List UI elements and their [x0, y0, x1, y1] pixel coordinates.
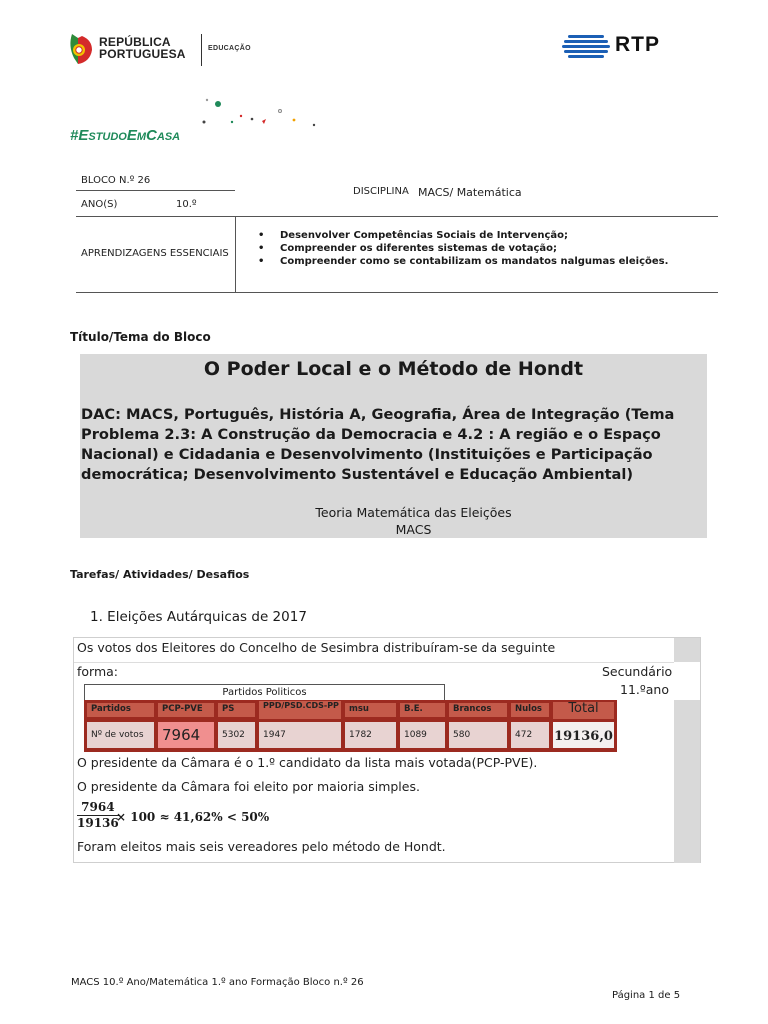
- footer-left: MACS 10.º Ano/Matemática 1.º ano Formação Bloco n.º 26: [71, 977, 364, 988]
- aprendizagens-list: [256, 229, 668, 268]
- table-header: B.E.: [400, 703, 445, 717]
- disciplina-value: MACS/ Matemática: [418, 186, 522, 199]
- republica-emblem-icon: [68, 32, 94, 66]
- table-header-total: Total: [553, 702, 614, 719]
- table-header: PS: [218, 703, 255, 717]
- estudo-em-casa-hashtag: #ESTUDOEMCASA: [70, 127, 181, 144]
- page-title: O Poder Local e o Método de Hondt: [203, 358, 584, 380]
- list-item: • Compreender como se contabilizam os mandatos nalgumas eleições.: [256, 255, 668, 268]
- disciplina-label: DISCIPLINA: [353, 186, 409, 197]
- votes-table: [84, 700, 617, 752]
- page-number: Página 1 de 5: [612, 990, 681, 1001]
- fraction-result: × 100 ≈ 41,62% < 50%: [116, 810, 270, 824]
- aprendizagens-label: APRENDIZAGENS ESSENCIAIS: [81, 248, 229, 259]
- intro-line-1: Os votos dos Eleitores do Concelho de Sesimbra distribuíram-se da seguinte: [77, 640, 556, 655]
- table-cell: 472: [511, 722, 549, 748]
- content-box: [73, 637, 701, 863]
- table-header: PCP-PVE: [158, 703, 214, 717]
- info-table: [76, 171, 718, 293]
- rtp-stripes-icon: [562, 34, 610, 60]
- title-box: [80, 354, 707, 538]
- table-cell-highlight: 7964: [158, 722, 214, 748]
- majority-line: O presidente da Câmara foi eleito por maioria simples.: [77, 779, 420, 794]
- table-header: Partidos: [87, 703, 154, 717]
- fraction: [77, 800, 119, 831]
- anos-value: 10.º: [176, 199, 197, 210]
- confetti-decoration: [196, 96, 326, 130]
- secundario-label: Secundário: [602, 664, 673, 679]
- divider: [76, 190, 235, 191]
- divider: [76, 292, 718, 293]
- list-item: • Desenvolver Competências Sociais de Intervenção;: [256, 229, 668, 242]
- president-line: O presidente da Câmara é o 1.º candidato da lista mais votada(PCP-PVE).: [77, 755, 538, 770]
- fraction-numerator: 7964: [77, 800, 119, 816]
- rtp-text: RTP: [615, 33, 660, 56]
- list-item: • Compreender os diferentes sistemas de votação;: [256, 242, 668, 255]
- divider: [74, 662, 674, 663]
- dac-text: DAC: MACS, Português, História A, Geografia, Área de Integração (Tema Problema 2.3: A Construção da Democracia e 4.2 : A região e o Espaço Nacional) e Cidadania e Desenvolvimento (Instituições e Participação democrática; Desenvolvimento Sustentável e Educação Ambiental): [81, 406, 675, 483]
- table-cell: 5302: [218, 722, 255, 748]
- rtp-logo: [562, 34, 680, 60]
- hondt-line: Foram eleitos mais seis vereadores pelo método de Hondt.: [77, 839, 446, 854]
- republica-text: REPÚBLICA PORTUGUESA: [99, 35, 186, 61]
- partidos-politicos-title: Partidos Politicos: [84, 684, 445, 702]
- table-header: Brancos: [449, 703, 507, 717]
- table-cell: Nº de votos: [87, 722, 154, 748]
- divider: [76, 216, 718, 217]
- table-cell: 1947: [259, 722, 341, 748]
- table-header: PPD/PSD.CDS-PP: [259, 701, 341, 719]
- table-header: msu: [345, 703, 396, 717]
- educacao-label: EDUCAÇÃO: [208, 45, 251, 52]
- anos-label: ANO(S): [81, 199, 118, 210]
- logo-separator: [201, 34, 202, 66]
- subtitle-macs: MACS: [395, 522, 432, 537]
- section-title-label: Título/Tema do Bloco: [70, 330, 211, 344]
- side-bar: [674, 700, 700, 863]
- subtitle-teoria: Teoria Matemática das Eleições: [315, 505, 512, 520]
- fraction-denominator: 19136: [77, 816, 119, 830]
- ano-label: 11.ºano: [620, 682, 669, 697]
- table-header: Nulos: [511, 703, 549, 717]
- bloco-label: BLOCO N.º 26: [81, 175, 151, 186]
- side-bar: [674, 638, 700, 662]
- intro-line-2: forma:: [77, 664, 119, 679]
- table-cell: 580: [449, 722, 507, 748]
- table-cell: 1782: [345, 722, 396, 748]
- tasks-label: Tarefas/ Atividades/ Desafios: [70, 568, 250, 581]
- divider: [235, 216, 236, 292]
- table-cell: 1089: [400, 722, 445, 748]
- table-cell-total: 19136,0: [553, 722, 614, 748]
- task-item-1: 1. Eleições Autárquicas de 2017: [90, 609, 307, 625]
- republica-portuguesa-logo: [68, 32, 258, 68]
